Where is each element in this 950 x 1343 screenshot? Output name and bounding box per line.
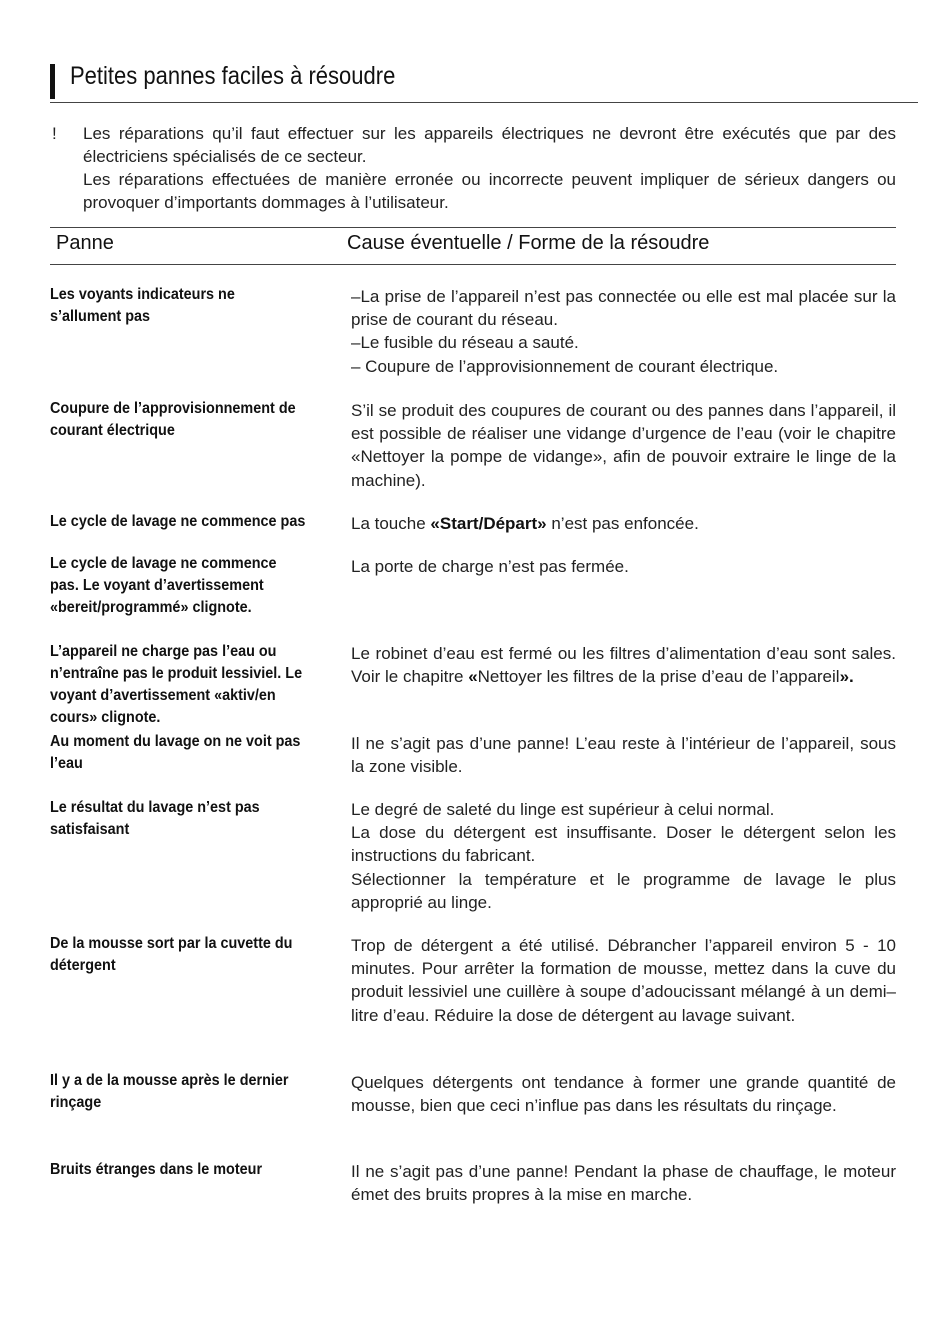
cause-line: Sélectionner la température et le programme de lavage le plus approprié au linge. (351, 869, 896, 912)
fault-item: Les voyants indicateurs ne s’allument pas (50, 286, 235, 325)
safety-warning (50, 122, 896, 214)
fault-item: Le résultat du lavage n’est pas satisfaisant (50, 799, 260, 838)
fault-item: De la mousse sort par la cuvette du détergent (50, 935, 293, 974)
cause-item (351, 798, 896, 914)
start-button-label: «Start/Départ» (430, 514, 547, 533)
title-accent-bar (50, 64, 55, 99)
cause-item (351, 285, 896, 378)
fault-item: Le cycle de lavage ne commence pas (50, 513, 306, 530)
page-title: Petites pannes faciles à résoudre (70, 62, 396, 90)
fault-item: Il y a de la mousse après le dernier rinçage (50, 1072, 289, 1111)
cause-line: La dose du détergent est insuffisante. Doser le détergent selon les instructions du fabricant. (351, 823, 896, 866)
warning-paragraph-2: Les réparations effectuées de manière erronée ou incorrecte peuvent impliquer de sérieux dangers ou provoquer d’importants dommages à l’utilisateur. (83, 170, 896, 212)
cause-text: Nettoyer les filtres de la prise d’eau de l’appareil (477, 667, 840, 687)
fault-item: L’appareil ne charge pas l’eau ou n’entraîne pas le produit lessiviel. Le voyant d’avertissement «aktiv/en cours» clignote. (50, 643, 303, 726)
cause-text: La touche (351, 514, 431, 533)
cause-line: –Le fusible du réseau a sauté. (351, 333, 579, 353)
warning-paragraph-1: Les réparations qu’il faut effectuer sur les appareils électriques ne devront être exécutés que par des électriciens spécialisés de ce secteur. (83, 124, 896, 166)
cause-item: La porte de charge n’est pas fermée. (351, 557, 629, 576)
fault-item: Le cycle de lavage ne commence pas. Le voyant d’avertissement «bereit/programmé» clignote. (50, 555, 277, 616)
table-header (50, 227, 896, 265)
quote-open: « (468, 667, 478, 687)
column-header-cause: Cause éventuelle / Forme de la résoudre (347, 232, 710, 254)
column-header-panne: Panne (56, 232, 114, 254)
cause-item: Quelques détergents ont tendance à former une grande quantité de mousse, bien que ceci n’influe pas dans les résultats du rinçage. (351, 1073, 896, 1116)
cause-item: Trop de détergent a été utilisé. Débrancher l’appareil environ 5 - 10 minutes. Pour arrêter la formation de mousse, mettez dans la cuve du produit lessiviel une cuillère à soupe d’adoucissant mélangé à un demi–litre d’eau. Réduire la dose de détergent au lavage suivant. (351, 936, 896, 1025)
fault-item: Au moment du lavage on ne voit pas l’eau (50, 733, 301, 772)
fault-item: Coupure de l’approvisionnement de courant électrique (50, 400, 296, 439)
warning-symbol: ! (52, 124, 57, 143)
page-header (50, 60, 918, 103)
cause-line: – Coupure de l’approvisionnement de courant électrique. (351, 356, 779, 376)
cause-text: Le robinet d’eau est fermé ou les filtres d’alimentation d’eau sont sales. Voir le chapitre (351, 644, 896, 687)
cause-line: –La prise de l’appareil n’est pas connectée ou elle est mal placée sur la prise de courant du réseau. (351, 287, 896, 330)
cause-line: Le degré de saleté du linge est supérieur à celui normal. (351, 800, 775, 819)
cause-item (351, 512, 896, 535)
cause-item (351, 642, 896, 688)
fault-item: Bruits étranges dans le moteur (50, 1161, 263, 1178)
cause-item: S’il se produit des coupures de courant ou des pannes dans l’appareil, il est possible de réaliser une vidange d’urgence de l’eau (voir le chapitre «Nettoyer la pompe de vidange», afin de pouvoir extraire le linge de la machine). (351, 401, 896, 490)
cause-item: Il ne s’agit pas d’une panne! L’eau reste à l’intérieur de l’appareil, sous la zone visible. (351, 734, 896, 777)
cause-text: n’est pas enfoncée. (546, 514, 699, 533)
quote-close: ». (839, 667, 854, 687)
cause-item: Il ne s’agit pas d’une panne! Pendant la phase de chauffage, le moteur émet des bruits propres à la mise en marche. (351, 1162, 896, 1205)
